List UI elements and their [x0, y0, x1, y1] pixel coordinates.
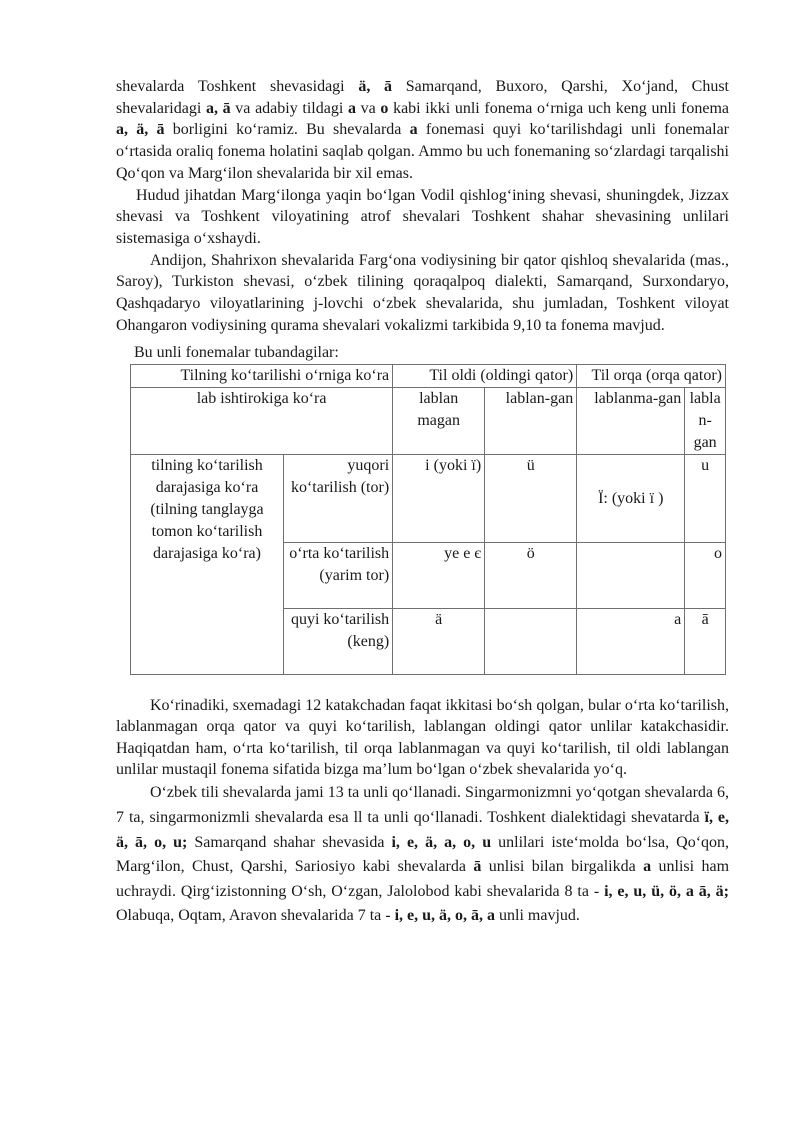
- bold-run: a, ä, ā: [116, 121, 165, 139]
- text-run: shevalarda Toshkent shevasidagi: [116, 78, 359, 95]
- cell-mid-back-unrounded: [577, 543, 685, 609]
- paragraph-2: Hudud jihatdan Margʻilonga yaqin boʻlgan Vodil qishlogʻining shevasi, shuningdek, Jizzax shevasi va Toshkent viloyatining atrof shevalari Toshkent shahar shevasining unlilari sistemasiga oʻxshaydi.: [116, 186, 729, 247]
- text-run: Oʻzbek tili shevalarda jami 13 ta unli qoʻllanadi. Singarmonizmni yoʻqotgan shevalarda 6, 7 ta, singarmonizmli shevalarda esa ll ta unli qoʻllanadi. Toshkent dialektidagi shevatarda: [116, 784, 729, 826]
- cell-high-back-rounded: u: [685, 455, 726, 543]
- text-run: unlisi ham uchraydi. Qirgʻizistonning Oʻsh, Oʻzgan, Jalolobod kabi shevalarida 8 ta -: [116, 858, 730, 900]
- vowel-table-wrapper: [130, 364, 726, 675]
- header-unrounded-front: lablan magan: [393, 388, 485, 455]
- text-run: Olabuqa, Oqtam, Aravon shevalarida 7 ta -: [116, 907, 395, 925]
- header-unrounded-back: lablanma-gan: [577, 388, 685, 455]
- paragraph-3: Andijon, Shahrixon shevalarida Fargʻona vodiysining bir qator qishloq shevalarida (mas., Saroy), Turkiston shevasi, oʻzbek tilining qoraqalpoq dialekti, Samarqand, Surxondaryo, Qashqadaryo viloyatlarining j-lovchi oʻzbek shevalarida, shu jumladan, Toshkent viloyat Ohangaron vodiysining qurama shevalari vokalizmi tarkibida 9,10 ta fonema mavjud.: [116, 251, 729, 334]
- bold-run: a: [409, 121, 418, 139]
- table-header-row-2: [131, 388, 726, 455]
- cell-low-back-unrounded: a: [577, 609, 685, 675]
- bold-run: a: [643, 858, 652, 876]
- paragraph-4: Koʻrinadiki, sxemadagi 12 katakchadan faqat ikkitasi boʻsh qolgan, bular oʻrta koʻtarilish, lablanmagan orqa qator va quyi koʻtarilish, lablangan oldingi qator unlilar katakchasidir. Haqiqatdan ham, oʻrta koʻtarilish, til orqa lablanmagan va quyi koʻtarilish, til oldi lablangan unlilar mustaqil fonema sifatida bizga maʼlum boʻlgan oʻzbek shevalarida yoʻq.: [116, 697, 729, 779]
- paragraph-1: [116, 76, 729, 185]
- bold-run: i, e, u, ü, ö, a ā, ä;: [604, 882, 730, 900]
- row-group-label: tilning koʻtarilish darajasiga koʻra (tilning tanglayga tomon koʻtarilish darajasiga koʻra): [131, 455, 284, 675]
- text-run: va adabiy tildagi: [230, 99, 348, 117]
- row-label-high: yuqori koʻtarilish (tor): [284, 455, 393, 543]
- cell-mid-back-rounded: o: [685, 543, 726, 609]
- paragraph-5: [116, 781, 729, 929]
- bold-run: i, e, u, ä, o, ā, a: [394, 907, 496, 925]
- text-run: Samarqand shahar shevasida: [187, 833, 392, 851]
- cell-low-front-unrounded: ä: [393, 609, 485, 675]
- final-block: [116, 781, 729, 929]
- table-lead: Bu unli fonemalar tubandagilar:: [134, 344, 339, 362]
- text-run: borligini koʻramiz. Bu shevalarda: [164, 121, 410, 139]
- cell-mid-front-rounded: ö: [485, 543, 577, 609]
- text-run: unlisi bilan birgalikda: [481, 858, 644, 876]
- cell-low-front-rounded: [485, 609, 577, 675]
- cell-high-front-rounded: ü: [485, 455, 577, 543]
- after-table-block: [116, 695, 729, 780]
- text-run: fonemasi quyi koʻtarilishdagi unli fonemalar oʻrtasida oraliq fonema holatini saqlab qolgan. Ammo bu uch fonemaning soʻzlardagi tarqalishi Qoʻqon va Margʻilon shevalarida bir xil emas.: [116, 121, 729, 182]
- bold-run: ä, ā: [358, 78, 393, 95]
- vowel-table: [130, 364, 726, 675]
- bold-run: a: [347, 99, 356, 117]
- text-run: va: [355, 99, 381, 117]
- header-back-row: Til orqa (orqa qator): [577, 365, 726, 388]
- text-run: unlilari isteʻmolda boʻlsa, Qoʻqon, Margʻilon, Chust, Qarshi, Sariosiyo kabi shevalarda: [116, 833, 730, 876]
- header-tongue-position: Tilning koʻtarilishi oʻrniga koʻra: [131, 365, 393, 388]
- text-run: kabi ikki unli fonema oʻrniga uch keng unli fonema: [388, 99, 730, 117]
- table-header-row-1: [131, 365, 726, 388]
- header-lip-participation: lab ishtirokiga koʻra: [131, 388, 393, 455]
- text-run: Samarqand, Buxoro, Qarshi, Xoʻjand, Chust shevalaridagi: [116, 78, 730, 117]
- text-run: unli mavjud.: [495, 907, 580, 925]
- cell-mid-front-unrounded: ye e є: [393, 543, 485, 609]
- cell-high-back-unrounded: Ï: (yoki ï ): [577, 455, 685, 543]
- row-label-mid: oʻrta koʻtarilish (yarim tor): [284, 543, 393, 609]
- header-rounded-back: labla n-gan: [685, 388, 726, 455]
- header-front-row: Til oldi (oldingi qator): [393, 365, 577, 388]
- bold-run: o: [380, 99, 389, 117]
- bold-run: a, ā: [205, 99, 231, 117]
- row-label-low: quyi koʻtarilish (keng): [284, 609, 393, 675]
- table-row-high: [131, 455, 726, 543]
- cell-low-back-rounded: ā: [685, 609, 726, 675]
- bold-run: ï, e, ä, ā, o, u;: [116, 808, 729, 851]
- bold-run: i, e, ä, a, o, u: [391, 833, 492, 851]
- cell-high-front-unrounded: i (yoki ï): [393, 455, 485, 543]
- document-page: [116, 76, 729, 929]
- header-rounded-front: lablan-gan: [485, 388, 577, 455]
- bold-run: ā: [473, 858, 482, 876]
